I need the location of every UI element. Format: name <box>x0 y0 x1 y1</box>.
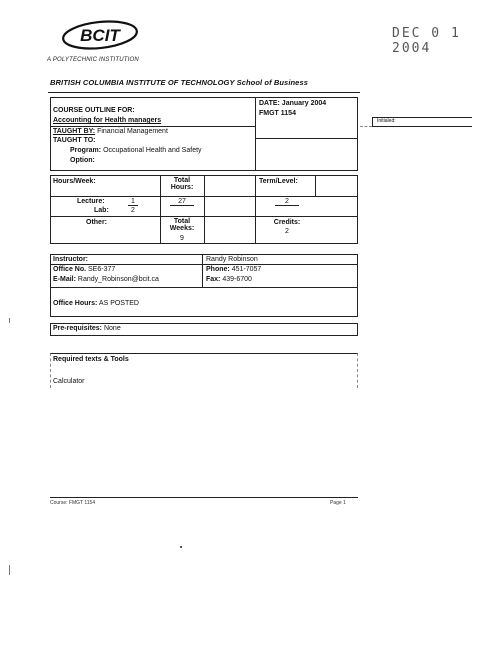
lab-label: Lab: <box>94 207 109 214</box>
lecture-value: 1 <box>128 198 138 206</box>
side-rule <box>360 126 372 127</box>
prereq-row <box>53 325 121 332</box>
total-weeks-value: 9 <box>180 235 184 242</box>
scan-speck <box>9 318 10 323</box>
header-divider <box>48 92 360 93</box>
hours-row-divider-1 <box>50 196 358 197</box>
office-hours-value: AS POSTED <box>98 300 139 307</box>
lab-value: 2 <box>131 207 135 214</box>
hours-col-divider-4 <box>315 175 316 196</box>
office-row <box>53 266 115 273</box>
term-level-label: Term/Level: <box>259 178 298 185</box>
program-label: Program: <box>70 147 102 154</box>
program-row <box>70 147 202 154</box>
course-title-rule <box>50 126 255 127</box>
phone-label: Phone: <box>206 266 230 273</box>
fax-value: 439-6700 <box>222 276 252 283</box>
course-outline-label: COURSE OUTLINE FOR: <box>53 107 135 114</box>
other-label: Other: <box>86 219 107 226</box>
office-value: SE6-377 <box>88 266 116 273</box>
taught-to-label: TAUGHT TO: <box>53 137 96 144</box>
taught-by-value: Financial Management <box>97 128 168 135</box>
hours-col-divider-2 <box>204 175 205 244</box>
total-weeks-label-line-2: Weeks: <box>169 225 195 232</box>
footer-rule <box>50 497 358 498</box>
office-label: Office No. <box>53 266 87 273</box>
program-value: Occupational Health and Safety <box>103 147 202 154</box>
option-label: Option: <box>70 157 95 164</box>
total-weeks-label-line-1: Total <box>173 218 191 225</box>
texts-item: Calculator <box>53 378 85 385</box>
office-hours-row <box>53 300 139 307</box>
bcit-logo <box>60 18 140 52</box>
prereq-value: None <box>103 325 121 332</box>
fax-label: Fax: <box>206 276 221 283</box>
hours-col-divider-3 <box>255 175 256 244</box>
texts-label: Required texts & Tools <box>53 356 129 363</box>
scan-speck <box>9 565 10 575</box>
lecture-label: Lecture: <box>77 198 105 205</box>
total-hours-value: 27 <box>170 198 194 206</box>
hours-row-divider-2 <box>50 216 358 217</box>
phone-value: 451-7057 <box>231 266 262 273</box>
tagline: A POLYTECHNIC INSTITUTION <box>47 57 139 63</box>
email-row <box>53 276 159 283</box>
total-hours-label <box>160 177 204 191</box>
email-label: E-Mail: <box>53 276 76 283</box>
date-label: DATE: January 2004 <box>259 100 327 107</box>
office-hours-label: Office Hours: <box>53 300 98 307</box>
scan-speck <box>180 546 182 548</box>
side-note: Initialed: <box>377 118 396 124</box>
footer-left: Course: FMGT 1154 <box>50 500 96 506</box>
footer-right: Page 1 <box>330 500 346 506</box>
credits-label: Credits: <box>273 219 301 226</box>
total-weeks-label <box>160 218 204 232</box>
received-date-stamp: DEC 0 1 2004 <box>392 26 461 56</box>
instructor-row-divider-2 <box>50 287 358 288</box>
taught-by-rule <box>255 138 358 139</box>
instructor-label: Instructor: <box>53 256 88 263</box>
taught-by-row <box>53 128 168 135</box>
course-code: FMGT 1154 <box>259 110 296 117</box>
total-hours-label-line-2: Hours: <box>170 184 194 191</box>
prereq-label: Pre-requisites: <box>53 325 103 332</box>
phone-row <box>206 266 261 273</box>
term-level-value: 2 <box>275 198 299 206</box>
credits-value: 2 <box>285 228 289 235</box>
instructor-value: Randy Robinson <box>206 256 258 263</box>
institution-title: BRITISH COLUMBIA INSTITUTE OF TECHNOLOGY School of Business <box>50 78 308 87</box>
fax-row <box>206 276 252 283</box>
instructor-col-divider <box>202 254 203 287</box>
total-hours-label-line-1: Total <box>173 177 191 184</box>
svg-text:BCIT: BCIT <box>80 26 120 45</box>
hours-week-label: Hours/Week: <box>53 178 96 185</box>
outline-vertical-divider <box>255 97 256 171</box>
taught-by-label: TAUGHT BY: <box>53 128 96 135</box>
instructor-row-divider-1 <box>50 264 358 265</box>
course-title: Accounting for Health managers <box>53 117 162 124</box>
email-value: Randy_Robinson@bcit.ca <box>77 276 159 283</box>
